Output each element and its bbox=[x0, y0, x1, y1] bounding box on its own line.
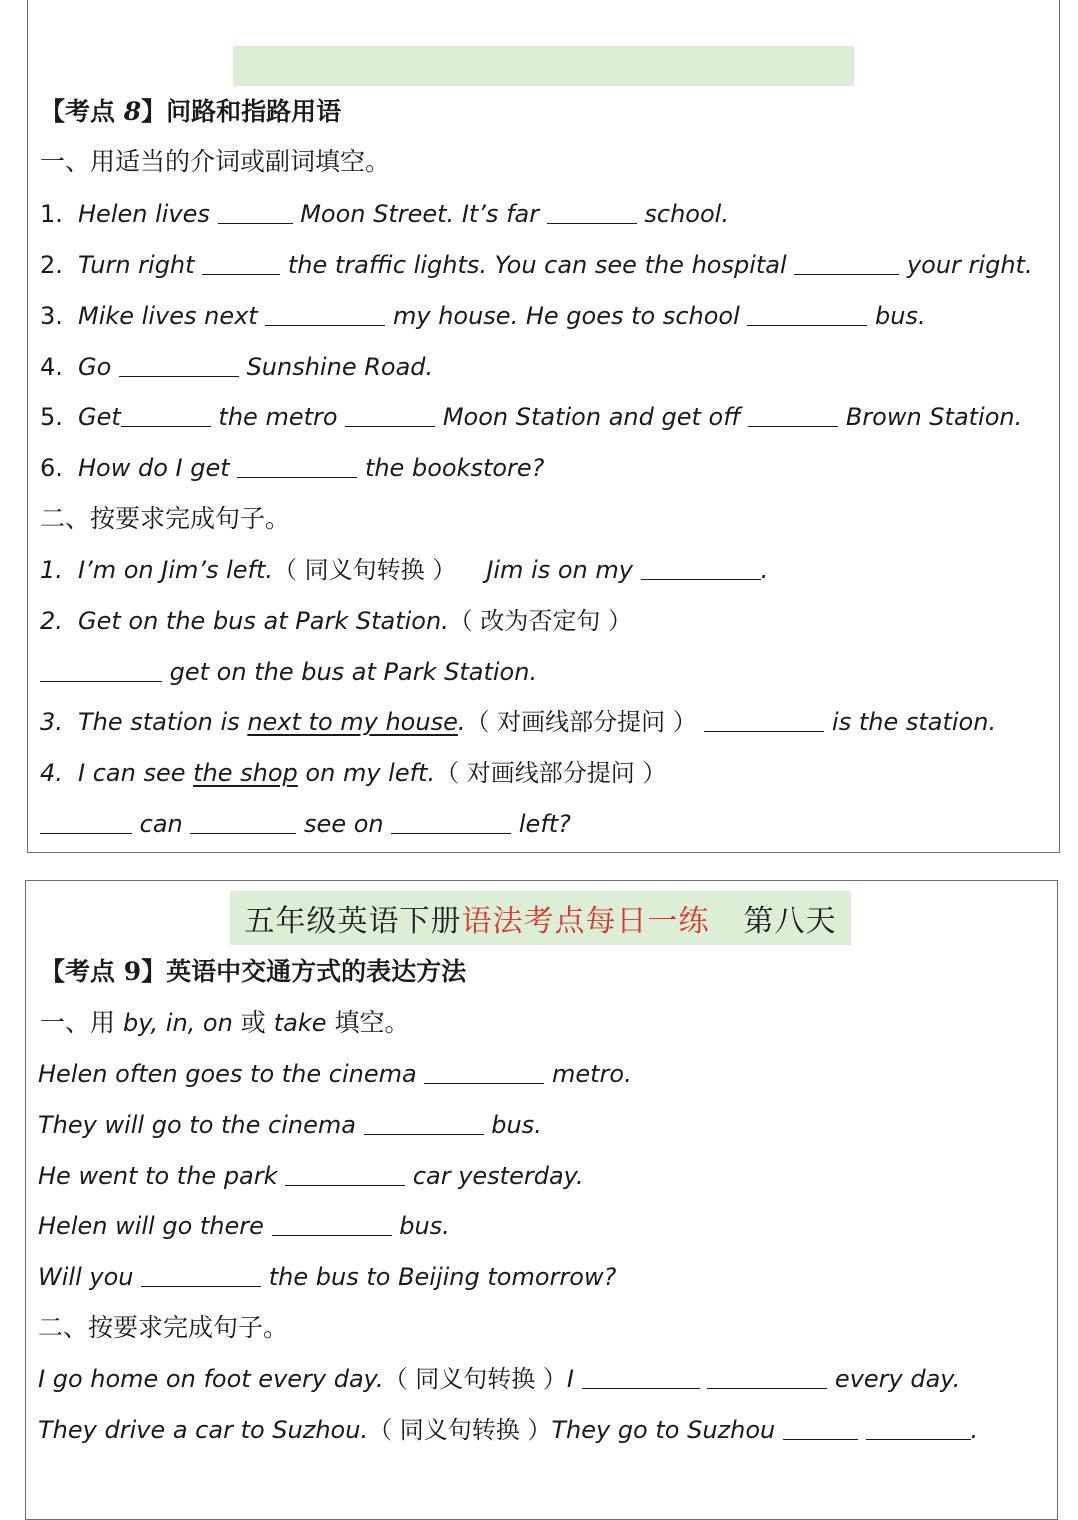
exercise-line: get on the bus at Park Station. bbox=[40, 657, 537, 687]
exercise-line: I go home on foot every day.（ 同义句转换 ）I every day. bbox=[38, 1365, 961, 1393]
exercise-line: 5. Get the metro Moon Station and get off Brown Station. bbox=[40, 403, 1023, 431]
exercise-line: 4. Go Sunshine Road. bbox=[40, 353, 434, 381]
exercise-line: They drive a car to Suzhou.（ 同义句转换 ）They go to Suzhou . bbox=[38, 1416, 979, 1444]
exercise-line: He went to the park car yesterday. bbox=[38, 1162, 584, 1190]
section-8-heading: 【考点 8】问路和指路用语 bbox=[40, 97, 342, 126]
exercise-line: 2. Get on the bus at Park Station.（ 改为否定句 ） bbox=[40, 607, 633, 635]
section-8-part-1-title: 一、用适当的介词或副词填空。 bbox=[40, 147, 391, 176]
section-8-part-2-title: 二、按要求完成句子。 bbox=[40, 504, 291, 533]
section-9-part-1-title: 一、用 by, in, on 或 take 填空。 bbox=[40, 1008, 410, 1037]
exercise-line: 3. Mike lives next my house. He goes to school bus. bbox=[40, 302, 926, 330]
exercise-line: They will go to the cinema bus. bbox=[38, 1111, 542, 1139]
exercise-line: can see on left? bbox=[40, 809, 571, 839]
section-9-part-2-title: 二、按要求完成句子。 bbox=[38, 1313, 289, 1342]
exercise-line: 3. The station is next to my house.（ 对画线部分提问 ） is the station. bbox=[40, 708, 997, 736]
title-banner-1 bbox=[233, 46, 854, 86]
exercise-line: Helen will go there bus. bbox=[38, 1212, 450, 1240]
exercise-line: 2. Turn right the traffic lights. You can see the hospital your right. bbox=[40, 251, 1033, 279]
exercise-line: Helen often goes to the cinema metro. bbox=[38, 1060, 632, 1088]
exercise-line: 1. Helen lives Moon Street. It’s far school. bbox=[40, 200, 729, 228]
section-9-heading: 【考点 9】英语中交通方式的表达方法 bbox=[40, 957, 467, 986]
exercise-line: Will you the bus to Beijing tomorrow? bbox=[38, 1263, 617, 1291]
exercise-line: 4. I can see the shop on my left.（ 对画线部分提问 ） bbox=[40, 759, 667, 787]
exercise-line: 1. I’m on Jim’s left.（ 同义句转换 ） Jim is on my . bbox=[40, 556, 769, 584]
exercise-line: 6. How do I get the bookstore? bbox=[40, 454, 545, 482]
title-banner-2: 五年级英语下册 语法考点每日一练 第八天 bbox=[230, 891, 851, 945]
